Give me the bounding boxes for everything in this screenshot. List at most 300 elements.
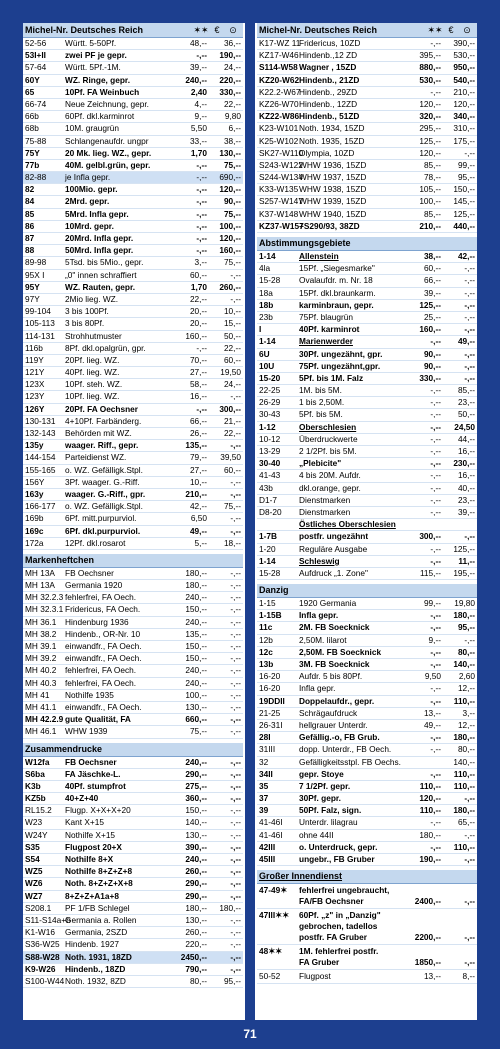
price-mint: 790,-- xyxy=(185,963,207,974)
catalog-number: KZ20-W62 xyxy=(259,74,300,85)
price-used: -,-- xyxy=(230,616,241,627)
price-mint: 26,-- xyxy=(189,428,207,438)
price-used: 85,-- xyxy=(457,385,475,396)
catalog-number: 4la xyxy=(259,263,271,274)
price-mint: 13,-- xyxy=(423,707,441,718)
price-used: 40,-- xyxy=(457,482,475,493)
item-description: Infla gepr. xyxy=(299,610,339,621)
right-column xyxy=(257,23,477,984)
price-used: 21,-- xyxy=(223,415,241,426)
price-mint: 530,-- xyxy=(419,74,441,85)
catalog-row xyxy=(23,136,243,148)
price-mint: 125,-- xyxy=(419,299,441,310)
price-mint: 66,-- xyxy=(423,275,441,286)
catalog-row xyxy=(23,391,243,403)
price-used: 690,-- xyxy=(219,172,241,183)
price-used: 120,-- xyxy=(453,98,475,109)
item-description: Schlangenaufdr. ungpr xyxy=(65,135,149,146)
catalog-row xyxy=(257,148,477,160)
price-mint: -,-- xyxy=(430,610,441,621)
catalog-row xyxy=(257,209,477,221)
catalog-number: 156Y xyxy=(25,476,45,487)
price-mint: -,-- xyxy=(196,220,207,231)
price-used: -,-- xyxy=(230,756,241,767)
catalog-number: 50-52 xyxy=(259,971,281,982)
catalog-number: 172a xyxy=(25,537,44,548)
catalog-row xyxy=(23,714,243,726)
item-description: 1920 Germania xyxy=(299,598,357,609)
price-used: 38,-- xyxy=(223,135,241,146)
price-mint: 210,-- xyxy=(419,220,441,231)
item-description: 10M. graugrün xyxy=(65,123,119,134)
catalog-number: 10U xyxy=(259,360,275,371)
catalog-number: 41-46I xyxy=(259,829,283,840)
price-mint: 330,-- xyxy=(419,372,441,383)
price-used: 230,-- xyxy=(453,458,475,469)
price-used: -,-- xyxy=(230,628,241,639)
catalog-row xyxy=(23,939,243,951)
catalog-number: S35 xyxy=(25,841,40,852)
catalog-row xyxy=(23,903,243,915)
price-used: 340,-- xyxy=(453,111,475,122)
price-used: 44,-- xyxy=(457,433,475,444)
item-description: Nothilfe 8+Z+Z+8 xyxy=(65,866,133,877)
price-used: 23,-- xyxy=(457,397,475,408)
price-used: -,-- xyxy=(230,567,241,578)
price-used: 23,-- xyxy=(457,494,475,505)
price-mint: 110,-- xyxy=(419,780,441,791)
price-mint: 120,-- xyxy=(419,793,441,804)
catalog-row xyxy=(257,111,477,123)
catalog-number: S100-W44 xyxy=(25,975,65,986)
price-mint: -,-- xyxy=(430,555,441,566)
price-used: -,-- xyxy=(464,287,475,298)
item-description: 12Pf. dkl.rosarot xyxy=(65,537,126,548)
item-description: ohne 44II xyxy=(299,829,334,840)
price-used: 50,-- xyxy=(457,409,475,420)
price-mint: 27,-- xyxy=(189,464,207,475)
price-mint: 135,-- xyxy=(185,628,207,639)
price-mint: 290,-- xyxy=(185,768,207,779)
item-description: Oberschlesien xyxy=(299,421,357,432)
price-used: -,-- xyxy=(230,513,241,524)
price-used: 210,-- xyxy=(453,86,475,97)
right-column-header xyxy=(257,23,477,38)
catalog-row xyxy=(257,251,477,263)
price-used: 180,-- xyxy=(219,902,241,913)
catalog-number: 47-49✶ xyxy=(259,885,288,896)
price-mint: -,-- xyxy=(430,458,441,469)
item-description: ungebr., FB Gruber xyxy=(299,854,375,864)
price-used: -,-- xyxy=(464,348,475,359)
catalog-row xyxy=(257,196,477,208)
catalog-row xyxy=(257,288,477,300)
left-main-list xyxy=(23,38,243,550)
price-used: 8,-- xyxy=(462,971,475,982)
item-description: Östliches Oberschlesien xyxy=(299,519,396,530)
price-mint: 240,-- xyxy=(185,665,207,676)
item-description: 4+10Pf. Farbänderg. xyxy=(65,415,142,426)
item-description: Flugp. X+X+X+20 xyxy=(65,805,131,816)
catalog-row xyxy=(257,769,477,781)
price-used: 10,-- xyxy=(223,306,241,317)
price-mint: -,-- xyxy=(196,196,207,207)
catalog-number: 163y xyxy=(25,488,44,499)
price-mint: -,-- xyxy=(430,683,441,694)
catalog-row xyxy=(23,306,243,318)
price-mint: 6,50 xyxy=(190,513,207,524)
price-used: 60,-- xyxy=(223,354,241,365)
price-mint: 140,-- xyxy=(185,817,207,828)
price-mint: 390,-- xyxy=(185,841,207,852)
price-mint: 100,-- xyxy=(419,196,441,207)
item-description: Noth. 1932, 8ZD xyxy=(65,975,126,986)
catalog-number: KZ22-W86 xyxy=(259,111,300,122)
catalog-number: 32 xyxy=(259,756,269,767)
description-line: postfr. FA Gruber xyxy=(299,932,367,943)
catalog-number: 66-74 xyxy=(25,98,47,109)
item-description: Württ. 5-50Pf. xyxy=(65,38,117,48)
catalog-number: S244-W134 xyxy=(259,172,303,183)
item-description: WHW 1938, 15ZD xyxy=(299,184,367,195)
catalog-number: 95X I xyxy=(25,269,45,280)
price-mint: 2450,-- xyxy=(180,951,207,962)
catalog-number: 1-20 xyxy=(259,543,276,554)
item-description: Flugpost 20+X xyxy=(65,841,122,852)
item-description: 8Pf. dkl.opalgrün, gpr. xyxy=(65,342,146,353)
item-description: einwandfr., FA Oech. xyxy=(65,641,142,651)
catalog-row xyxy=(23,440,243,452)
item-description: 2,50M. lilarot xyxy=(299,634,347,645)
catalog-number: 82 xyxy=(25,184,35,195)
price-used: 42,-- xyxy=(457,251,475,261)
catalog-row xyxy=(257,744,477,756)
catalog-number: MH 42.2.9 xyxy=(25,714,64,725)
catalog-row xyxy=(257,531,477,543)
item-description: Olympia, 10ZD xyxy=(299,147,355,158)
catalog-number: MH 36.1 xyxy=(25,616,57,627)
price-used: -,-- xyxy=(464,360,475,371)
item-description: FB Oechsner xyxy=(65,567,114,578)
catalog-number: WZ5 xyxy=(25,866,43,877)
price-mint: 38,-- xyxy=(423,251,441,261)
price-mint: 42,-- xyxy=(189,501,207,512)
price-mint: 49,-- xyxy=(189,525,207,536)
catalog-row xyxy=(257,50,477,62)
price-used: -,-- xyxy=(230,269,241,280)
item-description: 20Mrd. Infla gepr. xyxy=(65,233,134,243)
price-used: 120,-- xyxy=(219,184,241,195)
price-mint: -,-- xyxy=(196,208,207,219)
price-used: 330,-- xyxy=(219,86,241,97)
catalog-number: 16-20 xyxy=(259,683,281,694)
item-description: WHW 1939 xyxy=(65,726,108,737)
catalog-row xyxy=(23,196,243,208)
item-description: Hindenb. 1927 xyxy=(65,939,119,950)
price-mint: -,-- xyxy=(430,421,441,432)
catalog-row xyxy=(23,257,243,269)
item-description: Gefällig.-o, FB Grub. xyxy=(299,732,380,743)
zusammendrucke-list xyxy=(23,757,243,989)
description-line: fehlerfrei ungebraucht, xyxy=(299,885,390,896)
price-mint: 39,-- xyxy=(189,62,207,73)
price-mint: -,-- xyxy=(196,233,207,243)
price-used: -,-- xyxy=(464,932,475,943)
catalog-number: 31III xyxy=(259,744,276,755)
price-used: 110,-- xyxy=(453,768,475,779)
price-mint: 260,-- xyxy=(185,866,207,877)
catalog-number: MH 40.3 xyxy=(25,677,57,688)
item-description: 3Pf. waager. G.-Riff. xyxy=(65,476,140,487)
catalog-number: D8-20 xyxy=(259,506,282,517)
price-used: -,-- xyxy=(230,927,241,938)
catalog-row xyxy=(257,970,477,984)
catalog-row xyxy=(23,318,243,330)
price-used: 190,-- xyxy=(219,50,241,61)
price-used: 12,-- xyxy=(457,719,475,730)
item-description: Strohhutmuster xyxy=(65,330,122,341)
catalog-row xyxy=(23,964,243,976)
catalog-number: 1-14 xyxy=(259,251,276,261)
catalog-row xyxy=(23,805,243,817)
catalog-row xyxy=(23,726,243,738)
price-used: 95,-- xyxy=(457,172,475,183)
item-description: 2,50M. FB Soecknick xyxy=(299,646,382,657)
catalog-number: MH 40.2 xyxy=(25,665,57,676)
catalog-number: 11c xyxy=(259,622,273,633)
price-used: -,-- xyxy=(464,324,475,335)
price-mint: 275,-- xyxy=(185,780,207,791)
price-used: 60,-- xyxy=(223,464,241,475)
catalog-row xyxy=(257,87,477,99)
item-description: 4 bis 20M. Aufdr. xyxy=(299,470,361,481)
price-mint: 20,-- xyxy=(189,318,207,329)
section-title-zusammendrucke: Zusammendrucke xyxy=(23,743,243,757)
price-mint: 85,-- xyxy=(423,159,441,170)
item-description: Hindenb., 12ZD xyxy=(299,98,358,109)
catalog-number: 26-31I xyxy=(259,719,283,730)
price-mint: 3,-- xyxy=(194,257,207,268)
catalog-number: KZ37-W157 xyxy=(259,220,304,231)
item-description: „Plebicite" xyxy=(299,458,342,469)
price-mint: 210,-- xyxy=(185,488,207,499)
catalog-number: 23b xyxy=(259,311,273,322)
price-mint: 240,-- xyxy=(185,616,207,627)
catalog-row xyxy=(257,696,477,708)
catalog-row xyxy=(257,385,477,397)
price-used: 160,-- xyxy=(219,245,241,256)
price-mint: 20,-- xyxy=(189,306,207,317)
price-used: -,-- xyxy=(230,805,241,816)
price-used: 180,-- xyxy=(453,610,475,621)
catalog-page xyxy=(23,23,477,1020)
item-description: WZ. Ringe, gepr. xyxy=(65,74,130,85)
price-used: 140,-- xyxy=(453,756,475,767)
item-description: 50Mrd. Infla gepr. xyxy=(65,245,134,256)
catalog-row xyxy=(23,404,243,416)
price-mint: -,-- xyxy=(196,403,207,414)
price-used: -,-- xyxy=(464,263,475,274)
item-description: 15Pf. „Siegesmarke" xyxy=(299,263,375,274)
price-used: -,-- xyxy=(230,866,241,877)
price-used: -,-- xyxy=(230,768,241,779)
catalog-row xyxy=(257,659,477,671)
catalog-row xyxy=(23,50,243,62)
price-used: -,-- xyxy=(464,372,475,383)
price-used: 80,-- xyxy=(457,646,475,657)
item-description: 60Pf. dkl.karminrot xyxy=(65,111,135,122)
price-used: 950,-- xyxy=(453,62,475,73)
catalog-row xyxy=(23,184,243,196)
item-description: Schleswig xyxy=(299,555,340,566)
catalog-row xyxy=(257,422,477,434)
catalog-number: D1-7 xyxy=(259,494,277,505)
catalog-row xyxy=(23,653,243,665)
catalog-number: K25-W102 xyxy=(259,135,299,146)
item-description: dkl.orange, gepr. xyxy=(299,482,361,493)
price-used: 75,-- xyxy=(223,501,241,512)
catalog-number: S88-W28 xyxy=(25,951,60,962)
price-used: 12,-- xyxy=(457,683,475,694)
catalog-row xyxy=(23,99,243,111)
price-mint: -,-- xyxy=(430,446,441,456)
price-used: -,-- xyxy=(230,878,241,889)
price-mint: -,-- xyxy=(430,732,441,743)
price-used: -,-- xyxy=(230,701,241,712)
catalog-row xyxy=(23,878,243,890)
price-used: 75,-- xyxy=(223,208,241,219)
item-description: 7 1/2Pf. gepr. xyxy=(299,780,351,791)
item-description: FA Jäschke-L. xyxy=(65,768,121,779)
item-description: 10Pf. lieg. WZ. xyxy=(65,391,120,402)
catalog-row xyxy=(257,324,477,336)
catalog-row xyxy=(257,519,477,531)
price-mint: 9,-- xyxy=(428,634,441,645)
catalog-row xyxy=(257,610,477,622)
item-description: 75Pf. ungezähnt,gpr. xyxy=(299,360,381,371)
catalog-row xyxy=(257,647,477,659)
catalog-number: 114-131 xyxy=(25,330,55,341)
price-mint: 190,-- xyxy=(419,854,441,864)
catalog-row xyxy=(257,184,477,196)
item-description: 1 bis 2,50M. xyxy=(299,397,345,408)
price-used: 24,-- xyxy=(223,62,241,73)
price-mint: 79,-- xyxy=(189,452,207,463)
price-mint: 295,-- xyxy=(419,123,441,134)
price-used: 80,-- xyxy=(457,744,475,755)
catalog-row xyxy=(257,720,477,732)
item-description: Schrägaufdruck xyxy=(299,707,358,718)
left-column xyxy=(23,23,243,988)
price-mint: -,-- xyxy=(430,397,441,408)
item-description: einwandfr., FA Oech. xyxy=(65,653,142,664)
price-used: 260,-- xyxy=(219,281,241,292)
item-description: fehlerfrei, FA Oech. xyxy=(65,665,137,676)
price-mint: 2400,-- xyxy=(414,896,441,907)
catalog-number: 169b xyxy=(25,513,44,524)
item-description: 30Pf. ungezähnt, gpr. xyxy=(299,348,383,359)
catalog-number: 6U xyxy=(259,348,270,359)
catalog-number: 13b xyxy=(259,659,274,669)
item-description: Doppelaufdr., gepr. xyxy=(299,695,375,706)
item-description: WHW 1936, 15ZD xyxy=(299,159,367,170)
section-title-innendienst: Großer Innendienst xyxy=(257,870,477,884)
catalog-row xyxy=(257,483,477,495)
catalog-row xyxy=(23,355,243,367)
price-used: -,-- xyxy=(464,793,475,804)
price-used: 100,-- xyxy=(219,220,241,231)
price-mint: 240,-- xyxy=(185,854,207,864)
item-description: 2Mrd. gepr. xyxy=(65,196,110,207)
catalog-row xyxy=(23,976,243,988)
catalog-number: 126Y xyxy=(25,403,45,414)
price-used: -,-- xyxy=(464,829,475,840)
catalog-number: S6ba xyxy=(25,768,45,779)
price-mint: -,-- xyxy=(430,744,441,755)
abstimmungsgebiete-list xyxy=(257,251,477,580)
price-mint: 160,-- xyxy=(419,324,441,335)
header-used-symbol: ⊙ xyxy=(229,24,237,35)
catalog-row xyxy=(257,909,477,945)
price-used: -,-- xyxy=(230,689,241,700)
item-description: WHW 1939, 15ZD xyxy=(299,196,367,207)
catalog-row xyxy=(23,830,243,842)
item-description: Germania a. Rollen xyxy=(65,914,137,925)
header-used-symbol: ⊙ xyxy=(463,24,471,35)
catalog-number: 65 xyxy=(25,86,35,97)
price-mint: 90,-- xyxy=(423,348,441,359)
catalog-number: 30-43 xyxy=(259,409,281,420)
description-line: gebrochen, tadellos xyxy=(299,921,378,932)
price-mint: 150,-- xyxy=(185,604,207,615)
price-used: 125,-- xyxy=(453,208,475,219)
item-description: Unterdr. lilagrau xyxy=(299,817,358,828)
price-mint: 5,50 xyxy=(190,123,207,134)
catalog-row xyxy=(257,361,477,373)
catalog-number: 75Y xyxy=(25,147,40,158)
section-title-markenheftchen: Markenheftchen xyxy=(23,554,243,568)
price-used: -,-- xyxy=(230,677,241,688)
price-used: 90,-- xyxy=(223,196,241,207)
catalog-number: 60Y xyxy=(25,74,40,85)
catalog-number: 47III✶✶ xyxy=(259,910,290,921)
price-mint: -,-- xyxy=(196,50,207,61)
item-description: Hindenb., 21ZD xyxy=(299,74,360,85)
catalog-row xyxy=(257,817,477,829)
price-used: -,-- xyxy=(230,293,241,304)
catalog-number: MH 13A xyxy=(25,580,55,591)
price-used: -,-- xyxy=(230,817,241,828)
catalog-row xyxy=(23,172,243,184)
price-used: 75,-- xyxy=(223,159,241,170)
price-used: 22,-- xyxy=(223,98,241,109)
price-mint: 5,-- xyxy=(194,537,207,548)
catalog-row xyxy=(23,842,243,854)
price-mint: 2200,-- xyxy=(414,932,441,943)
catalog-row xyxy=(257,781,477,793)
item-description: o. WZ. Gefälligk.Stpl. xyxy=(65,501,143,512)
item-description: dopp. Unterdr., FB Oech. xyxy=(299,744,392,755)
item-description: 50Pf. Falz, sign. xyxy=(299,805,362,816)
price-mint: 1,70 xyxy=(190,147,207,158)
catalog-row xyxy=(257,470,477,482)
price-mint: 220,-- xyxy=(185,939,207,950)
price-mint: 70,-- xyxy=(189,354,207,365)
price-mint: -,-- xyxy=(430,433,441,444)
catalog-number: WZ6 xyxy=(25,878,43,889)
item-description xyxy=(299,885,407,907)
price-mint: 2,40 xyxy=(190,86,207,97)
